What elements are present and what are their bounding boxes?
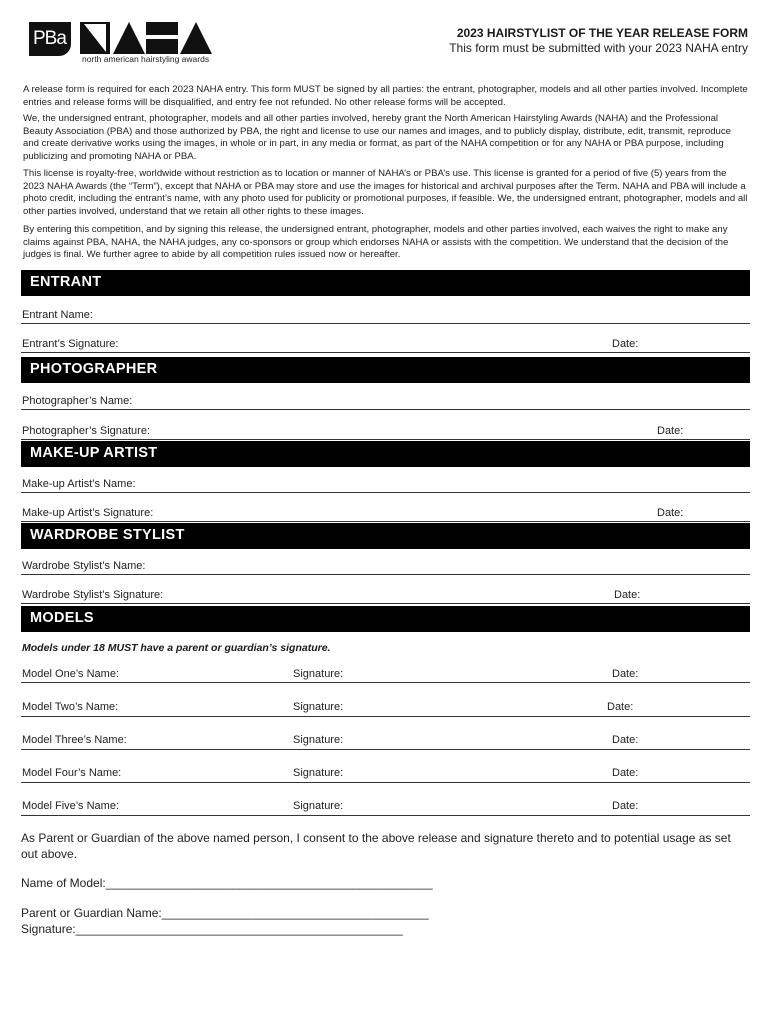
- section-header-photographer: [21, 357, 750, 383]
- form-title: 2023 HAIRSTYLIST OF THE YEAR RELEASE FORM: [456, 26, 748, 40]
- photographer-signature-label: Photographer’s Signature:: [22, 425, 151, 437]
- models-age-note: Models under 18 MUST have a parent or guardian’s signature.: [22, 642, 331, 654]
- entrant-signature-line[interactable]: [21, 352, 750, 353]
- model-four-signature-label: Signature:: [293, 767, 344, 779]
- wardrobe-name-label: Wardrobe Stylist’s Name:: [22, 560, 146, 572]
- section-header-models: [21, 606, 750, 632]
- model-two-signature-label: Signature:: [293, 701, 344, 713]
- makeup-name-label: Make-up Artist’s Name:: [22, 478, 136, 490]
- model-one-line[interactable]: [21, 682, 750, 683]
- wardrobe-name-line[interactable]: [21, 574, 750, 575]
- entrant-date-label: Date:: [612, 338, 639, 350]
- model-two-name-label: Model Two’s Name:: [22, 701, 119, 713]
- guardian-name-field[interactable]: Parent or Guardian Name:________________________________________: [21, 906, 429, 920]
- makeup-signature-label: Make-up Artist’s Signature:: [22, 507, 154, 519]
- wardrobe-signature-line[interactable]: [21, 603, 750, 604]
- makeup-signature-line[interactable]: [21, 521, 750, 522]
- model-two-line[interactable]: [21, 716, 750, 717]
- form-subtitle: This form must be submitted with your 2023 NAHA entry: [449, 41, 748, 55]
- guardian-consent-text: As Parent or Guardian of the above named person, I consent to the above release and signature thereto and to potential usage as set out above.: [21, 831, 731, 861]
- model-four-date-label: Date:: [612, 767, 639, 779]
- model-five-name-label: Model Five’s Name:: [22, 800, 119, 812]
- section-title: WARDROBE STYLIST: [30, 527, 185, 543]
- section-header-entrant: [21, 270, 750, 296]
- section-title: ENTRANT: [30, 274, 102, 290]
- intro-paragraph-4: By entering this competition, and by signing this release, the undersigned entrant, photographer, models and other parties involved, each waives the right to make any claims against PBA, NAHA, the NAHA judges, any co-sponsors or group which endorses NAHA or assists with the competition. We understand that the decision of the judges is final. We further agree to abide by all competition rules issued now or hereafter.: [23, 224, 729, 261]
- section-title: PHOTOGRAPHER: [30, 361, 158, 377]
- section-title: MODELS: [30, 610, 94, 626]
- model-one-name-label: Model One’s Name:: [22, 668, 120, 680]
- section-header-makeup: [21, 441, 750, 467]
- makeup-name-line[interactable]: [21, 492, 750, 493]
- intro-paragraph-3: This license is royalty-free, worldwide without restriction as to location or manner of NAHA’s or PBA’s use. This license is granted for a period of five (5) years from the 2023 NAHA Awards (the “Term”), except that NAHA or PBA may store and use the images for historical and archival purposes after the Term. NAHA and PBA will include a photo credit, including the entrant’s name, with any photo used for publicity or promotional purposes, if feasible. We, the undersigned entrant, photographer, models and all other parties involved, understand that we retain all other rights to these images.: [23, 168, 748, 217]
- model-three-name-label: Model Three’s Name:: [22, 734, 127, 746]
- model-five-line[interactable]: [21, 815, 750, 816]
- entrant-name-line[interactable]: [21, 323, 750, 324]
- model-five-date-label: Date:: [612, 800, 639, 812]
- model-five-signature-label: Signature:: [293, 800, 344, 812]
- photographer-name-label: Photographer’s Name:: [22, 395, 133, 407]
- makeup-date-label: Date:: [657, 507, 684, 519]
- model-four-name-label: Model Four’s Name:: [22, 767, 122, 779]
- model-one-signature-label: Signature:: [293, 668, 344, 680]
- intro-paragraph-1: A release form is required for each 2023 NAHA entry. This form MUST be signed by all parties: the entrant, photographer, models and all other parties involved. Incomplete entries and release forms will be disqualified, and entry fee not refunded. No other release forms will be accepted.: [23, 84, 748, 108]
- section-header-wardrobe: [21, 523, 750, 549]
- model-three-signature-label: Signature:: [293, 734, 344, 746]
- photographer-date-label: Date:: [657, 425, 684, 437]
- photographer-name-line[interactable]: [21, 409, 750, 410]
- naha-tagline: north american hairstyling awards: [82, 54, 210, 64]
- entrant-signature-label: Entrant’s Signature:: [22, 338, 119, 350]
- model-one-date-label: Date:: [612, 668, 639, 680]
- naha-logo-icon: [80, 22, 212, 54]
- model-three-line[interactable]: [21, 749, 750, 750]
- guardian-signature-field[interactable]: Signature:_________________________________________________: [21, 922, 403, 936]
- wardrobe-signature-label: Wardrobe Stylist’s Signature:: [22, 589, 164, 601]
- pba-logo: [29, 22, 71, 56]
- model-three-date-label: Date:: [612, 734, 639, 746]
- intro-paragraph-2: We, the undersigned entrant, photographer, models and all other parties involved, hereby grant the North American Hairstyling Awards (NAHA) and the Professional Beauty Association (PBA) and those authorized by PBA, the right and license to use our names and images, and to publicly display, distribute, edit, transmit, reproduce and create derivative works using the images, in whole or in part, in any media or format, as part of the NAHA competition or for any NAHA or PBA purpose, including publicizing and promoting NAHA or PBA.: [23, 113, 732, 162]
- section-title: MAKE-UP ARTIST: [30, 445, 158, 461]
- pba-logo-text: PBa: [33, 28, 66, 49]
- wardrobe-date-label: Date:: [614, 589, 641, 601]
- guardian-model-name-field[interactable]: Name of Model:_________________________________________________: [21, 876, 433, 890]
- model-four-line[interactable]: [21, 782, 750, 783]
- photographer-signature-line[interactable]: [21, 439, 750, 440]
- model-two-date-label: Date:: [607, 701, 634, 713]
- entrant-name-label: Entrant Name:: [22, 309, 93, 321]
